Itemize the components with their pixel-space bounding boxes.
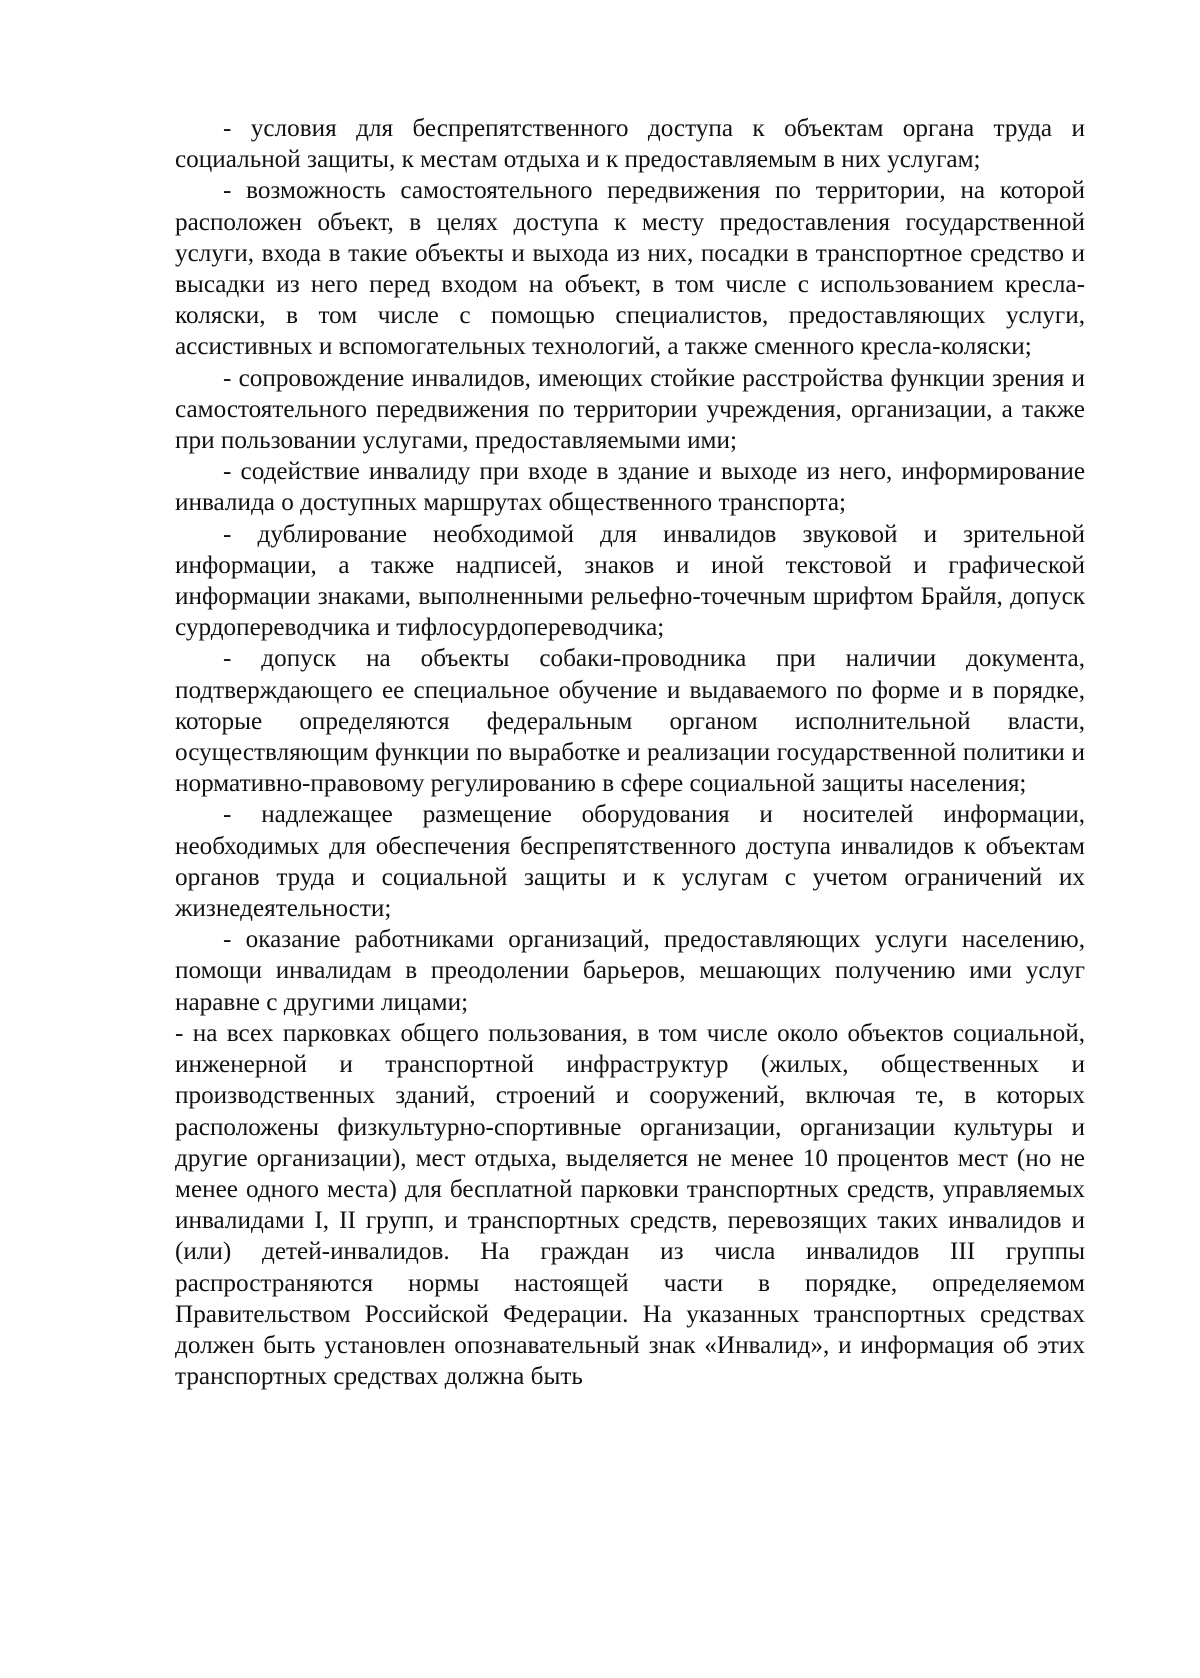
paragraph-staff-assistance: - оказание работниками организаций, предоставляющих услуги населению, помощи инвалидам в преодолении барьеров, мешающих получению ими услуг наравне с другими лицами; — [175, 926, 1085, 1016]
paragraph-equipment-placement: - надлежащее размещение оборудования и носителей информации, необходимых для обеспечения беспрепятственного доступа инвалидов к объектам органов труда и социальной защиты и к услугам с учетом ограничений их жизнедеятельности; — [175, 801, 1085, 923]
paragraph-entry-assistance: - содействие инвалиду при входе в здание и выходе из него, информирование инвалида о доступных маршрутах общественного транспорта; — [175, 458, 1085, 517]
paragraph-escort: - сопровождение инвалидов, имеющих стойкие расстройства функции зрения и самостоятельного передвижения по территории учреждения, организации, а также при пользовании услугами, предоставляемыми ими; — [175, 364, 1085, 455]
paragraph-information-duplication: - дублирование необходимой для инвалидов звуковой и зрительной информации, а также надписей, знаков и иной текстовой и графической информации знаками, выполненными рельефно-точечным шрифтом Брайля, допуск сурдопереводчика и тифлосурдопереводчика; — [175, 520, 1085, 642]
document-body — [175, 113, 1085, 1392]
paragraph-access-conditions: - условия для беспрепятственного доступа к объектам органа труда и социальной защиты, к местам отдыха и к предоставляемым в них услугам; — [175, 115, 1085, 174]
paragraph-guide-dog: - допуск на объекты собаки-проводника при наличии документа, подтверждающего ее специальное обучение и выдаваемого по форме и в порядке, которые определяются федеральным органом исполнительной власти, осуществляющим функции по выработке и реализации государственной политики и нормативно-правовому регулированию в сфере социальной защиты населения; — [175, 645, 1085, 798]
paragraph-independent-movement: - возможность самостоятельного передвижения по территории, на которой расположен объект, в целях доступа к месту предоставления государственной услуги, входа в такие объекты и выхода из них, посадки в транспортное средство и высадки из него перед входом на объект, в том числе с использованием кресла-коляски, в том числе с помощью специалистов, предоставляющих услуги, ассистивных и вспомогательных технологий, а также сменного кресла-коляски; — [175, 177, 1085, 361]
paragraph-parking: - на всех парковках общего пользования, в том числе около объектов социальной, инженерной и транспортной инфраструктур (жилых, общественных и производственных зданий, строений и сооружений, включая те, в которых расположены физкультурно-спортивные организации, организации культуры и другие организации), мест отдыха, выделяется не менее 10 процентов мест (но не менее одного места) для бесплатной парковки транспортных средств, управляемых инвалидами I, II групп, и транспортных средств, перевозящих таких инвалидов и (или) детей-инвалидов. На граждан из числа инвалидов III группы распространяются нормы настоящей части в порядке, определяемом Правительством Российской Федерации. На указанных транспортных средствах должен быть установлен опознавательный знак «Инвалид», и информация об этих транспортных средствах должна быть — [175, 1019, 1085, 1391]
